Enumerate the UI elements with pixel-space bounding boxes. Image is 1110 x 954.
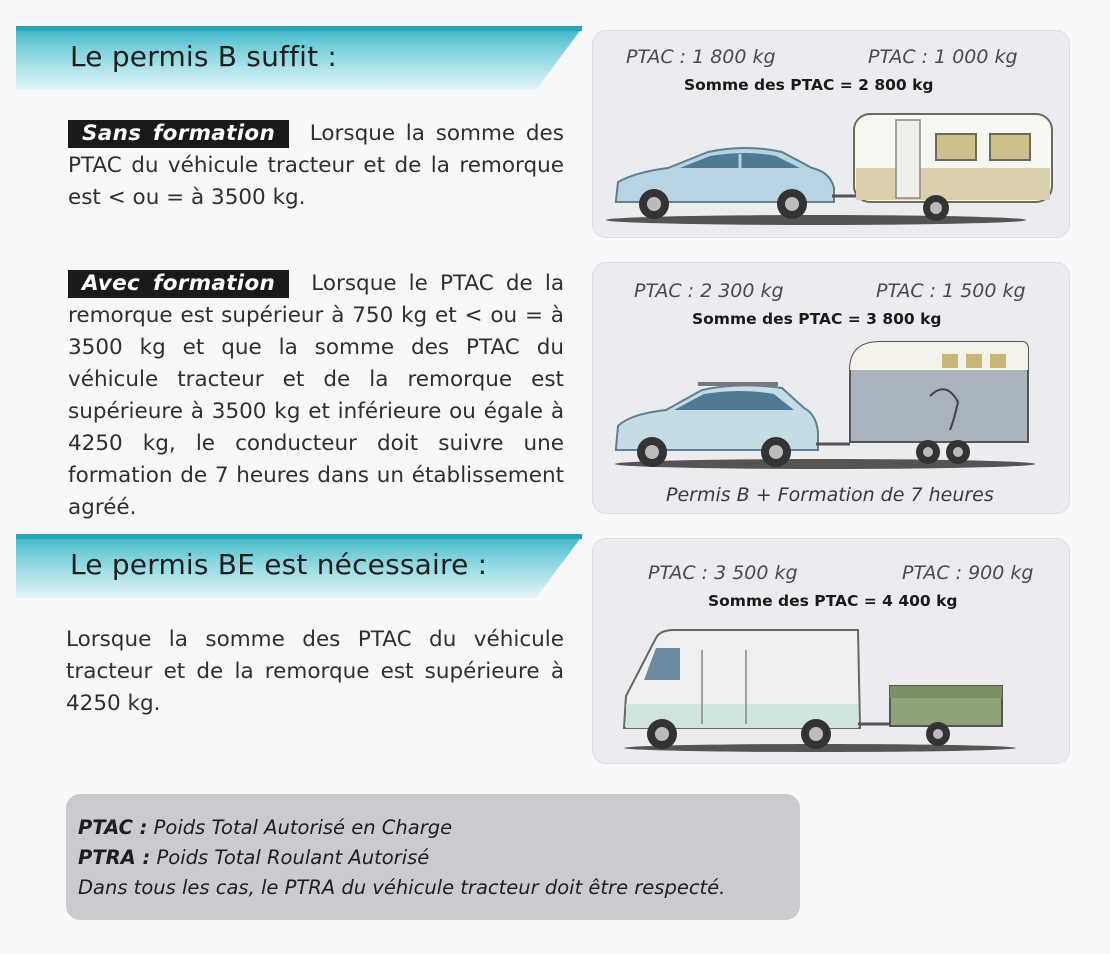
ptac-trailer-label: PTAC : 1 500 kg [876,280,1026,302]
card-car-caravan [592,30,1070,238]
note-line-ptra-rule: Dans tous les cas, le PTRA du véhicule tracteur doit être respecté. [78,876,726,899]
avec-formation-paragraph [68,268,564,524]
note-value-ptac: Poids Total Autorisé en Charge [153,816,453,839]
note-line-ptra [78,846,429,869]
card-suv-horse-trailer [592,262,1070,514]
formation-caption: Permis B + Formation de 7 heures [666,484,994,506]
sans-formation-text: Lorsque la somme des PTAC du véhicule tracteur et de la remorque est < ou = à 3500 kg. [68,121,564,210]
definitions-note [66,794,800,920]
ptac-vehicle-label: PTAC : 3 500 kg [648,562,798,584]
section-banner-permis-be [16,534,582,600]
note-value-ptra: Poids Total Roulant Autorisé [156,846,430,869]
car-caravan-illustration [606,102,1056,232]
sans-formation-paragraph [68,118,564,214]
suv-horse-trailer-illustration [610,336,1050,470]
avec-formation-tag: Avec formation [68,270,289,298]
section-title: Le permis B suffit : [70,40,338,73]
permis-be-paragraph: Lorsque la somme des PTAC du véhicule tracteur et de la remorque est supérieure à 4250 kg. [66,627,564,716]
ptac-vehicle-label: PTAC : 1 800 kg [626,46,776,68]
somme-ptac-label: Somme des PTAC = 2 800 kg [684,76,934,94]
somme-ptac-label: Somme des PTAC = 4 400 kg [708,592,958,610]
note-key-ptac: PTAC : [78,816,148,839]
ptac-vehicle-label: PTAC : 2 300 kg [634,280,784,302]
sans-formation-tag: Sans formation [68,120,289,148]
note-key-ptra: PTRA : [78,846,151,869]
section-banner-permis-b [16,26,582,92]
somme-ptac-label: Somme des PTAC = 3 800 kg [692,310,942,328]
note-line-ptac [78,816,452,839]
ptac-trailer-label: PTAC : 900 kg [902,562,1034,584]
section-title: Le permis BE est nécessaire : [70,548,488,581]
avec-formation-text: Lorsque le PTAC de la remorque est supérieur à 750 kg et < ou = à 3500 kg et que la somme des PTAC du véhicule tracteur et de la remorque est supérieure à 3500 kg et inférieure ou égale à 4250 kg, le conducteur doit suivre une formation de 7 heures dans un établissement agréé. [68,271,564,520]
van-trailer-illustration [620,624,1020,754]
card-van-trailer [592,538,1070,764]
ptac-trailer-label: PTAC : 1 000 kg [868,46,1018,68]
